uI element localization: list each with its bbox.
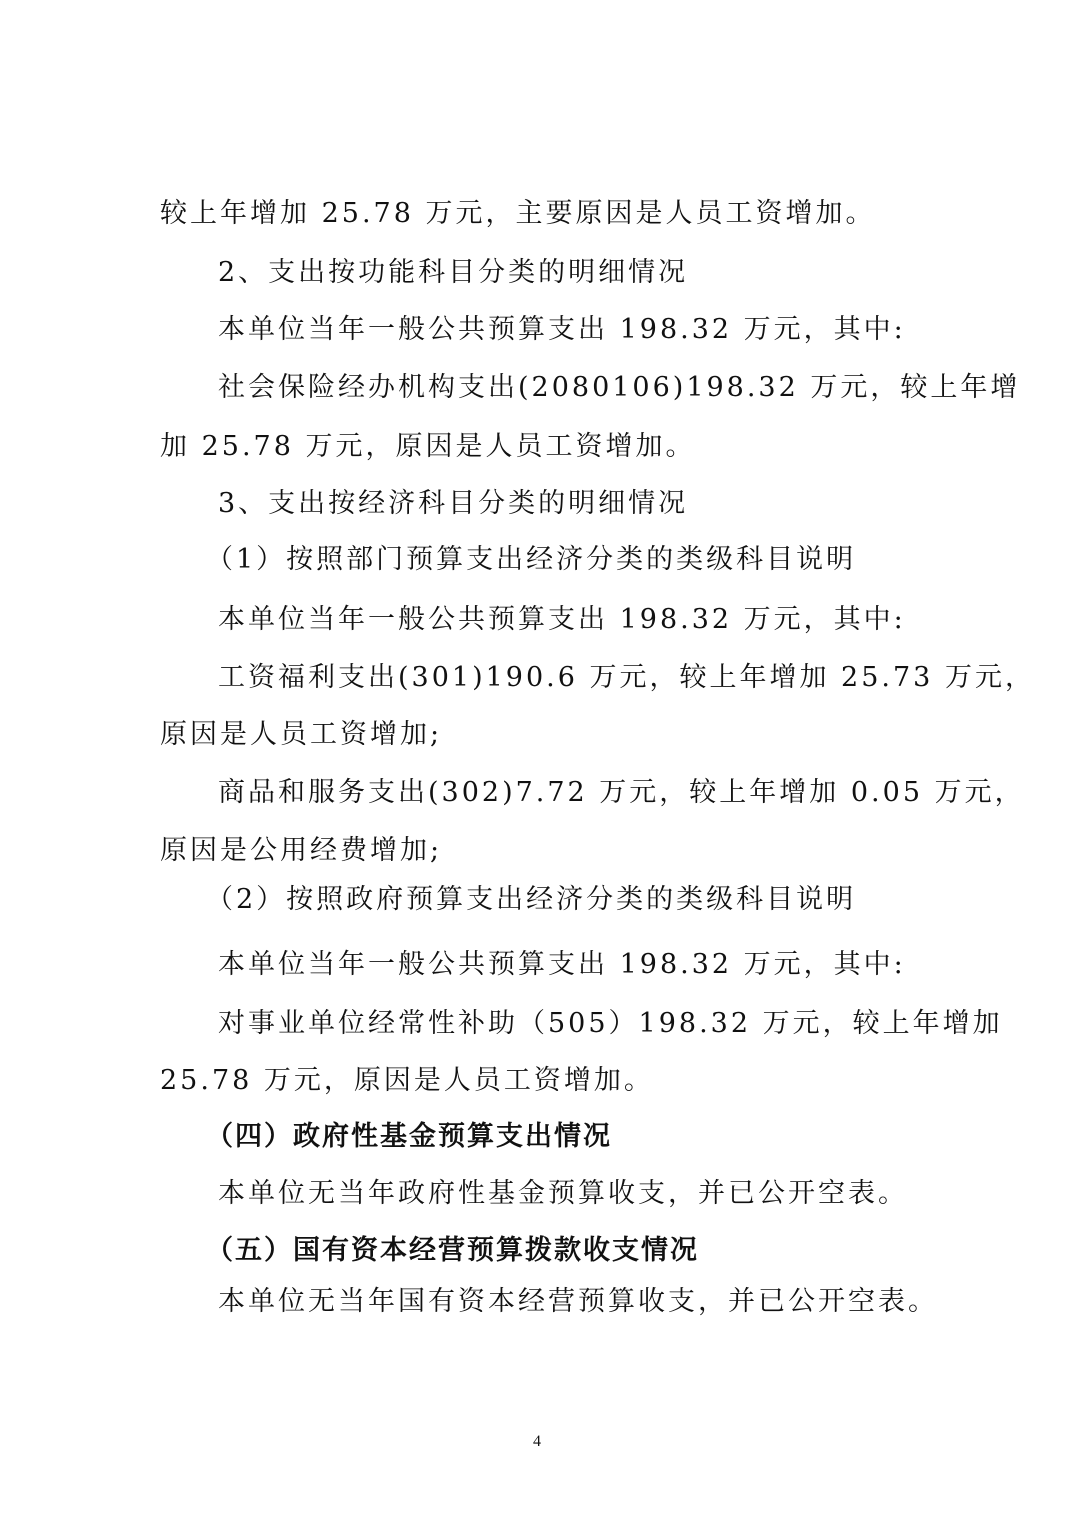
paragraph-line: 本单位无当年国有资本经营预算收支，并已公开空表。	[218, 1286, 938, 1317]
section-heading: （五）国有资本经营预算拨款收支情况	[206, 1235, 699, 1266]
page-number: 4	[533, 1433, 541, 1450]
paragraph-line: 本单位当年一般公共预算支出 198.32 万元，其中:	[218, 949, 906, 980]
paragraph-line: 商品和服务支出(302)7.72 万元，较上年增加 0.05 万元，	[218, 777, 1025, 808]
paragraph-line: 对事业单位经常性补助（505）198.32 万元，较上年增加	[218, 1008, 1003, 1039]
paragraph-line: 本单位无当年政府性基金预算收支，并已公开空表。	[218, 1178, 908, 1209]
paragraph-line: 原因是人员工资增加;	[160, 719, 443, 750]
subsection-heading: （2）按照政府预算支出经济分类的类级科目说明	[206, 884, 857, 915]
paragraph-line: 25.78 万元，原因是人员工资增加。	[160, 1065, 654, 1096]
subsection-heading: （1）按照部门预算支出经济分类的类级科目说明	[206, 544, 857, 575]
subsection-heading: 3、支出按经济科目分类的明细情况	[218, 488, 689, 519]
paragraph-line: 较上年增加 25.78 万元，主要原因是人员工资增加。	[160, 198, 876, 229]
paragraph-line: 本单位当年一般公共预算支出 198.32 万元，其中:	[218, 314, 906, 345]
section-heading: （四）政府性基金预算支出情况	[206, 1121, 612, 1152]
paragraph-line: 加 25.78 万元，原因是人员工资增加。	[160, 431, 696, 462]
paragraph-line: 工资福利支出(301)190.6 万元，较上年增加 25.73 万元，	[218, 662, 1035, 693]
paragraph-line: 原因是公用经费增加;	[160, 835, 443, 866]
paragraph-line: 本单位当年一般公共预算支出 198.32 万元，其中:	[218, 604, 906, 635]
paragraph-line: 社会保险经办机构支出(2080106)198.32 万元，较上年增	[218, 372, 1021, 403]
subsection-heading: 2、支出按功能科目分类的明细情况	[218, 257, 689, 288]
